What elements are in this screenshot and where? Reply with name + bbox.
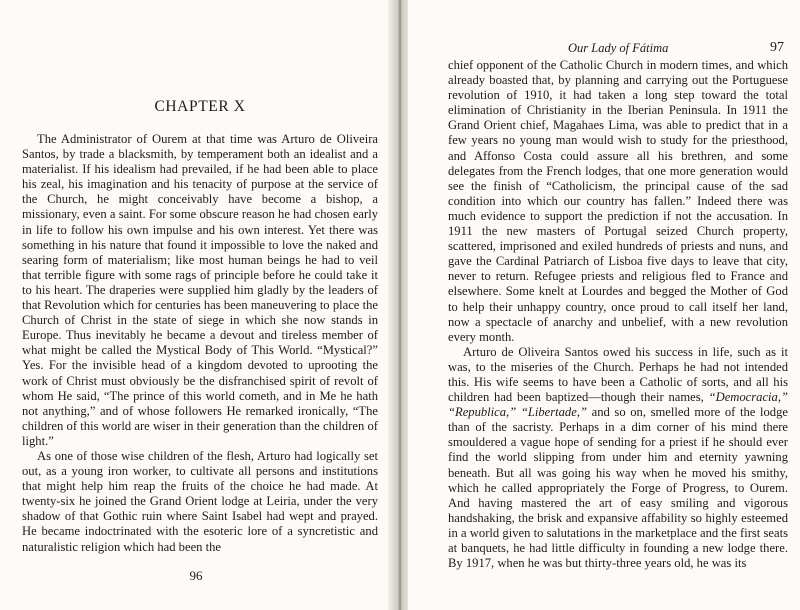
left-paragraph-1: The Administrator of Ourem at that time was Arturo de Oliveira Santos, by trade a blacksmith, by temperament both an idealist and a materialist. If his idealism had prevailed, if he had been able to place his zeal, his imagination and his tenacity of purpose at the service of the Church, he might conceivably have become a bishop, a missionary, even a saint. For some obscure reason he had chosen early in life to follow his own impulse and his own interest. Yet there was something in his nature that found it impossible to love the naked and searing form of materialism; like most human beings he had to veil that terrible figure with some rags of principle before he could take it to his heart. The draperies were supplied him gladly by the leaders of that Revolution which for centuries has been maneuvering to place the Church of Christ in the state of siege in which she now stands in Europe. Thus inevitably he became a devout and tireless member of what might be called the Mystical Body of This World. “Mystical?” Yes. For the invisible head of a kingdom devoted to uprooting the work of Christ must obviously be the disfranchised spirit of revolt of whom He said, “The prince of this world cometh, and in Me he hath not anything,” and of whose followers He remarked ironically, “The children of this world are wiser in their generation than the children of light.” [22,132,378,448]
right-page [408,0,800,610]
right-paragraph-1: chief opponent of the Catholic Church in modern times, and which already boasted that, by planning and carrying out the Portuguese revolution of 1910, it had taken a long step toward the total elimination of Christianity in the Iberian Peninsula. In 1911 the Grand Orient chief, Magahaes Lima, was able to predict that in a few years no young man would wish to study for the priesthood, and Affonso Costa could assure all his brethren, and some delegates from the French lodges, that one more generation would see the finish of “Catholicism, the principal cause of the sad condition into which our country has fallen.” Indeed there was much evidence to support the prediction if not the accusation. In 1911 the new masters of Portugal seized Church property, scattered, imprisoned and exiled hundreds of priests and nuns, and gave the Cardinal Patriarch of Lisboa five days to leave that city, never to return. Refugee priests and religious fled to France and elsewhere. Some knelt at Lourdes and begged the Mother of God to help their unhappy country, once proud to call itself her land, now a spectacle of anarchy and unbelief, with a new revolution every month. [448,58,788,344]
left-page-number: 96 [189,568,203,583]
running-head [448,0,788,58]
chapter-title: CHAPTER X [154,98,246,115]
paragraph-text-after-names: and so on, smelled more of the lodge than of the sacristy. Perhaps in a dim corner of his mind there smouldered a vague hope of sending for a priest if he should ever find the world slipping from under him and eternity yawning beneath. But all was going his way when he moved his smithy, which he called appropriately the Forge of Progress, to Ourem. And having mastered the art of easy smiling and vigorous handshaking, the brisk and expansive affability so highly esteemed in a world given to salutations in the marketplace and the first seats at banquets, he had little difficulty in founding a new lodge there. By 1917, when he was but thirty-three years old, he was its [448,405,788,571]
running-title: Our Lady of Fátima [568,41,669,55]
child-name-libertade: “Libertade,” [520,405,587,420]
left-paragraph-2: As one of those wise children of the flesh, Arturo had logically set out, as a young iron worker, to cultivate all persons and institutions that might help him reap the fruits of the choice he had made. At twenty-six he joined the Grand Orient lodge at Leiria, under the very shadow of that Gothic ruin where Saint Isabel had wept and prayed. He became indoctrinated with the esoteric lore of a syncretistic and naturalistic religion which had been the [22,448,378,554]
child-name-republica: “Republica,” [448,405,517,420]
child-name-democracia: “Democracia,” [708,390,788,405]
paragraph-text-before-names: Arturo de Oliveira Santos owed his success in life, such as it was, to the miseries of the Church. Perhaps he had not intended this. His wife seems to have been a Catholic of sorts, and all his children had been baptized—though their names, [448,344,788,405]
right-page-number: 97 [770,40,784,55]
left-page [0,0,392,610]
right-paragraph-2 [448,345,788,571]
